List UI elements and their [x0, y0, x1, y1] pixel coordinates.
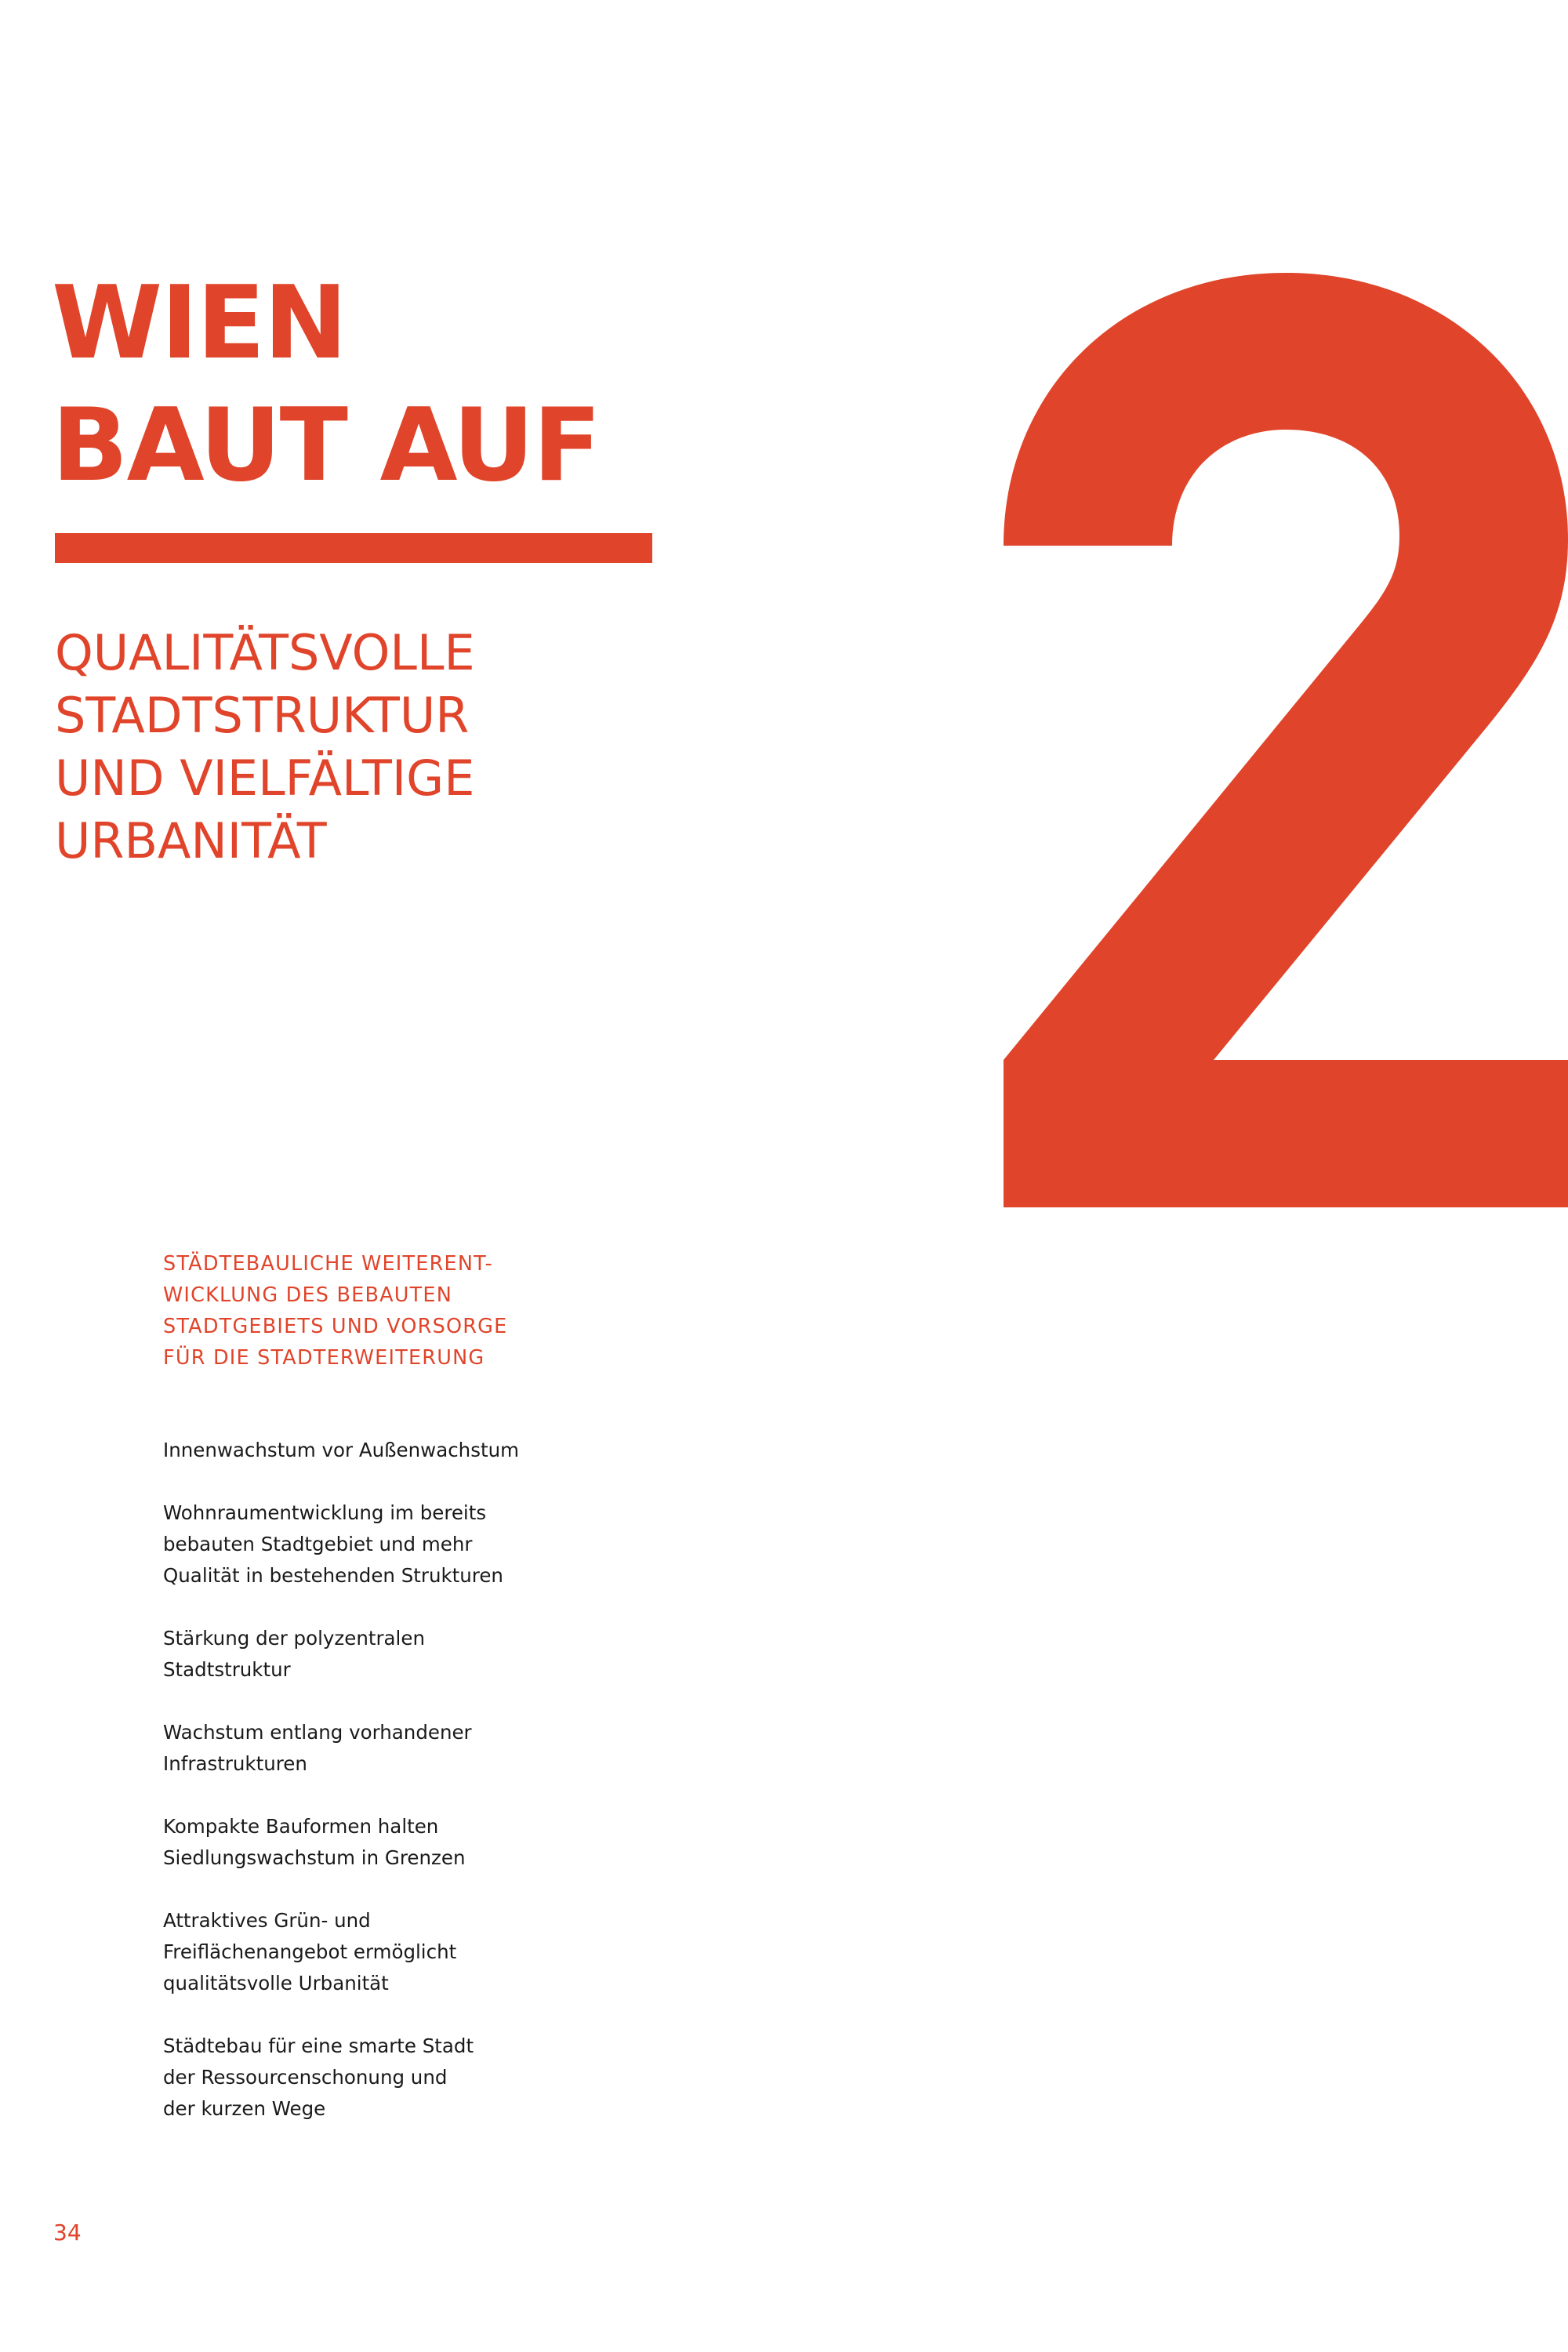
section-heading-line: STÄDTEBAULICHE WEITERENT- — [163, 1252, 493, 1276]
list-item — [163, 1905, 519, 1999]
list-item-line: Attraktives Grün- und — [163, 1909, 371, 1932]
title-divider — [55, 533, 652, 563]
section-heading-line: FÜR DIE STADTERWEITERUNG — [163, 1346, 485, 1370]
chapter-subtitle-line: UND VIELFÄLTIGE — [55, 750, 475, 807]
list-item-line: Kompakte Bauformen halten — [163, 1815, 439, 1838]
chapter-number-glyph — [1004, 273, 1568, 1207]
list-item-line: Qualität in bestehenden Strukturen — [163, 1564, 503, 1587]
chapter-title-line: WIEN — [52, 265, 347, 382]
list-item-line: Stärkung der polyzentralen — [163, 1627, 425, 1650]
chapter-subtitle-line: QUALITÄTSVOLLE — [55, 624, 475, 681]
chapter-number — [1004, 273, 1568, 1207]
list-item-line: qualitätsvolle Urbanität — [163, 1972, 389, 1994]
list-item-line: Wohnraumentwicklung im bereits — [163, 1501, 487, 1524]
list-item-line: Städtebau für eine smarte Stadt — [163, 2034, 474, 2057]
section-heading — [163, 1248, 507, 1374]
section-heading-line: WICKLUNG DES BEBAUTEN — [163, 1283, 453, 1307]
chapter-subtitle-line: STADTSTRUKTUR — [55, 687, 470, 744]
list-item-line: der kurzen Wege — [163, 2097, 326, 2120]
list-item — [163, 1497, 519, 1592]
list-item — [163, 2031, 519, 2125]
list-item — [163, 1717, 519, 1780]
list-item-line: Stadtstruktur — [163, 1658, 291, 1681]
list-item — [163, 1811, 519, 1874]
list-item-line: Freiflächenangebot ermöglicht — [163, 1940, 457, 1963]
chapter-title — [52, 263, 600, 507]
list-item-line: Innenwachstum vor Außenwachstum — [163, 1439, 519, 1461]
section-heading-line: STADTGEBIETS UND VORSORGE — [163, 1315, 508, 1338]
list-item-line: Siedlungswachstum in Grenzen — [163, 1846, 466, 1869]
chapter-subtitle-line: URBANITÄT — [55, 812, 327, 869]
page-number: 34 — [53, 2220, 82, 2245]
chapter-subtitle — [55, 622, 475, 873]
list-item-line: der Ressourcenschonung und — [163, 2066, 448, 2089]
principles-list — [163, 1435, 519, 2156]
list-item-line: Wachstum entlang vorhandener — [163, 1721, 472, 1744]
chapter-title-line: BAUT AUF — [52, 387, 600, 504]
list-item-line: Infrastrukturen — [163, 1752, 307, 1775]
list-item — [163, 1435, 519, 1466]
list-item — [163, 1623, 519, 1686]
list-item-line: bebauten Stadtgebiet und mehr — [163, 1533, 473, 1555]
